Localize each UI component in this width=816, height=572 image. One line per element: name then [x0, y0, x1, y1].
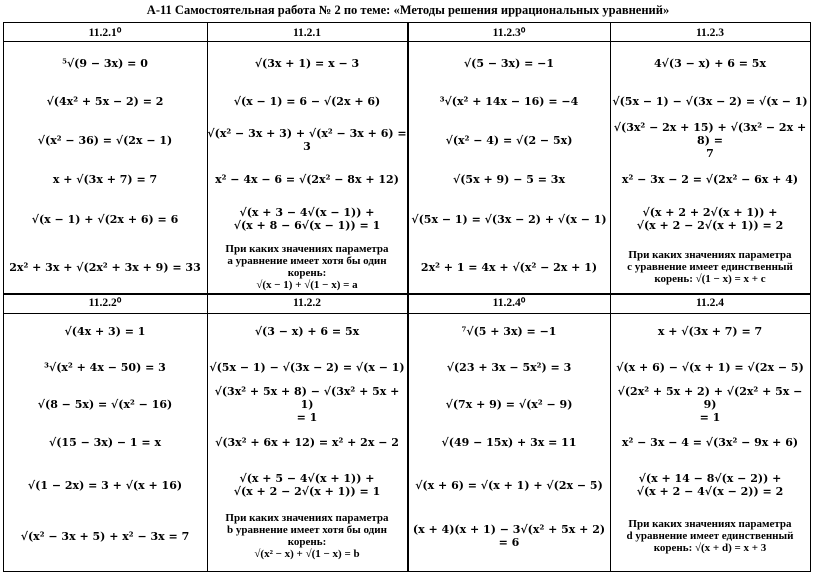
equation: √(4x² + 5x − 2) = 2: [46, 94, 164, 108]
parameter-problem: При каких значениях параметра b уравнение имеет хотя бы один корень: √(x² − x) + √(1 − x) = b: [225, 512, 389, 560]
problem-number: 11.2.1⁰: [88, 27, 122, 39]
equation: x² − 4x − 6 = √(2x² − 8x + 12): [215, 172, 399, 186]
equation: 4√(3 − x) + 6 = 5x: [654, 56, 766, 70]
equation: ³√(x² + 4x − 50) = 3: [44, 360, 166, 374]
equation: 2x² + 1 = 4x + √(x² − 2x + 1): [420, 260, 598, 274]
equation: √(3x² + 5x + 8) − √(3x² + 5x + 1) = 1: [214, 384, 400, 424]
equation: √(4x + 3) = 1: [64, 324, 146, 338]
equation: √(x + 5 − 4√(x + 1)) + √(x + 2 − 2√(x + 1)) = 1: [233, 472, 381, 498]
equation: √(8 − 5x) = √(x² − 16): [37, 397, 173, 411]
problem-number: 11.2.3⁰: [492, 27, 526, 39]
equation: √(5 − 3x) = −1: [463, 56, 555, 70]
worksheet-title: А-11 Самостоятельная работа № 2 по теме: «Методы решения иррациональных уравнений»: [146, 3, 670, 17]
equation: √(23 + 3x − 5x²) = 3: [446, 360, 572, 374]
equation: x² − 3x − 2 = √(2x² − 6x + 4): [621, 172, 799, 186]
equation: x + √(3x + 7) = 7: [657, 324, 763, 338]
equation: ⁷√(5 + 3x) = −1: [461, 324, 557, 338]
problem-number: 11.2.2⁰: [88, 297, 122, 309]
parameter-problem: При каких значениях параметра c уравнение имеет единственный корень: √(1 − x) = x + c: [627, 249, 793, 285]
equation: √(5x + 9) − 5 = 3x: [453, 172, 565, 186]
equation: √(x + 6) = √(x + 1) + √(2x − 5): [415, 478, 603, 492]
equation: √(3x + 1) = x − 3: [254, 56, 360, 70]
equation: √(x² − 3x + 3) + √(x² − 3x + 6) = 3: [207, 127, 407, 153]
equation: √(7x + 9) = √(x² − 9): [445, 397, 573, 411]
equation: √(x − 1) = 6 − √(2x + 6): [233, 94, 381, 108]
equation: √(3x² + 6x + 12) = x² + 2x − 2: [215, 435, 399, 449]
equation: √(3 − x) + 6 = 5x: [254, 324, 360, 338]
equation: √(49 − 15x) + 3x = 11: [441, 435, 577, 449]
parameter-problem: При каких значениях параметра d уравнение имеет единственный корень: √(x + d) = x + 3: [626, 518, 794, 554]
equation: √(x + 6) − √(x + 1) = √(2x − 5): [616, 360, 804, 374]
equation: √(5x − 1) = √(3x − 2) + √(x − 1): [411, 212, 607, 226]
equation: √(x + 14 − 8√(x − 2)) + √(x + 2 − 4√(x − 2)) = 2: [636, 472, 784, 498]
equation: ⁵√(9 − 3x) = 0: [62, 56, 148, 70]
equation: 2x² + 3x + √(2x² + 3x + 9) = 33: [9, 260, 201, 274]
equation: √(3x² − 2x + 15) + √(3x² − 2x + 8) = 7: [613, 120, 807, 160]
problem-number: 11.2.4⁰: [492, 297, 526, 309]
equation: √(5x − 1) − √(3x − 2) = √(x − 1): [612, 94, 808, 108]
equation: √(2x² + 5x + 2) + √(2x² + 5x − 9) = 1: [617, 384, 803, 424]
equation: x² − 3x − 4 = √(3x² − 9x + 6): [621, 435, 799, 449]
equation: x + √(3x + 7) = 7: [52, 172, 158, 186]
equation: √(x² − 3x + 5) + x² − 3x = 7: [20, 529, 190, 543]
problem-number: 11.2.1: [292, 27, 322, 39]
parameter-problem: При каких значениях параметра a уравнение имеет хотя бы один корень: √(x − 1) + √(1 − x) = a: [225, 243, 389, 291]
equation: √(15 − 3x) − 1 = x: [49, 435, 161, 449]
equation: (x + 4)(x + 1) − 3√(x² + 5x + 2) = 6: [412, 523, 606, 549]
problem-number: 11.2.4: [695, 297, 725, 309]
equation: √(x² − 4) = √(2 − 5x): [445, 133, 573, 147]
equation: √(x + 3 − 4√(x − 1)) + √(x + 8 − 6√(x − 1)) = 1: [233, 206, 381, 232]
equation: √(1 − 2x) = 3 + √(x + 16): [27, 478, 183, 492]
equation: √(x + 2 + 2√(x + 1)) + √(x + 2 − 2√(x + 1)) = 2: [636, 206, 784, 232]
problem-number: 11.2.3: [695, 27, 725, 39]
equation: √(5x − 1) − √(3x − 2) = √(x − 1): [209, 360, 405, 374]
equation: √(x − 1) + √(2x + 6) = 6: [31, 212, 179, 226]
equation: √(x² − 36) = √(2x − 1): [37, 133, 173, 147]
problem-number: 11.2.2: [292, 297, 322, 309]
equation: ³√(x² + 14x − 16) = −4: [439, 94, 579, 108]
